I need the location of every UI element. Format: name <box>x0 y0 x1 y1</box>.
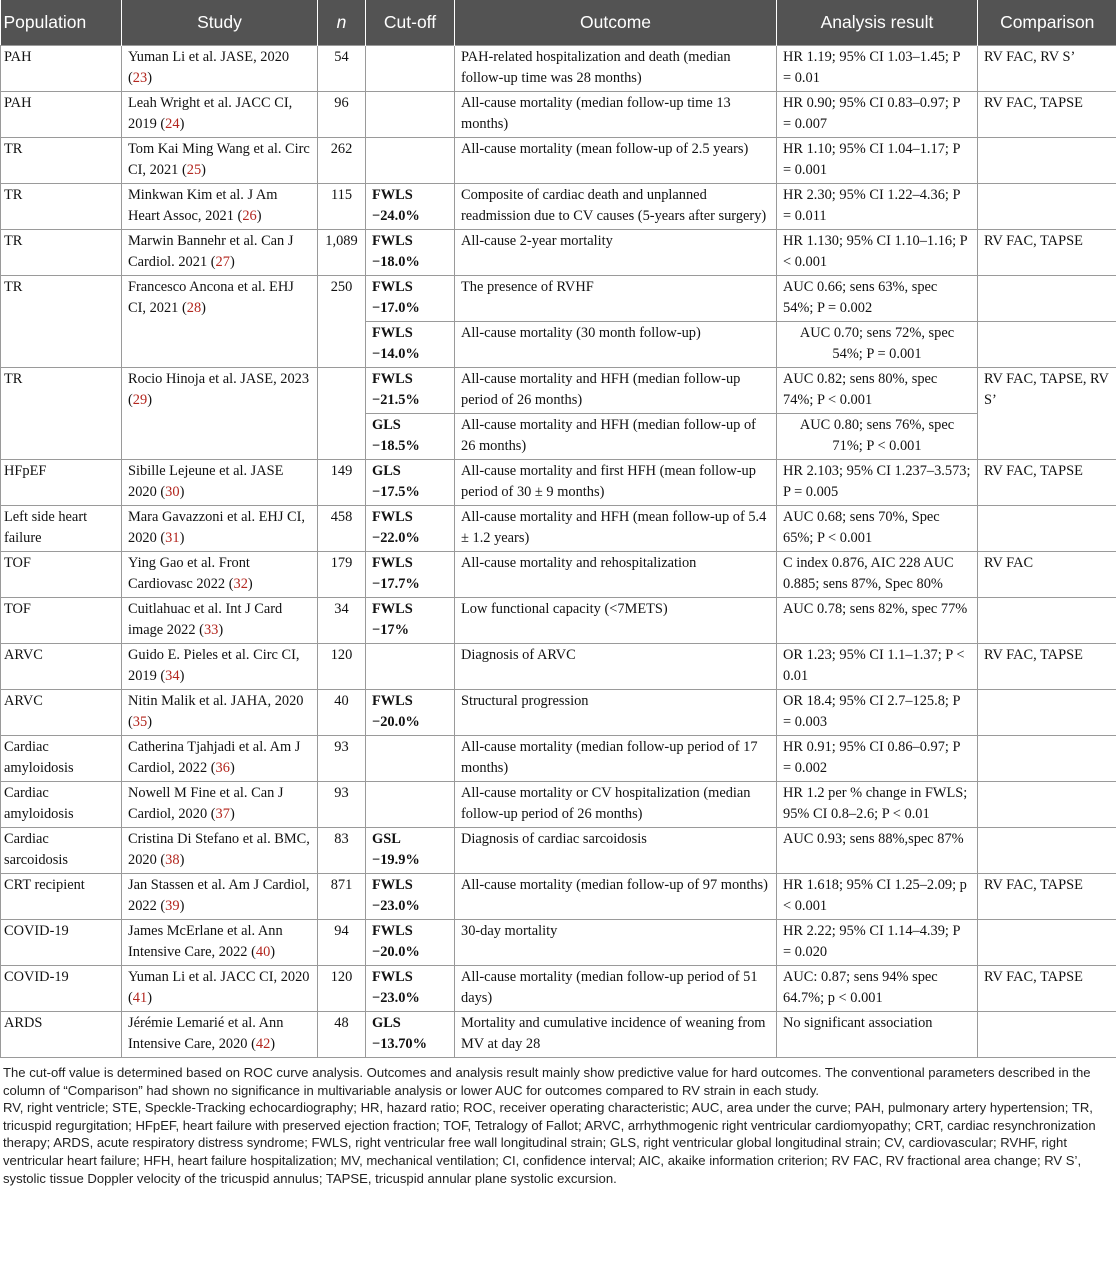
study-cell: Nitin Malik et al. JAHA, 2020 (35) <box>122 690 318 736</box>
outcome-cell: All-cause mortality and HFH (median follow-up period of 26 months) <box>455 368 777 414</box>
result-cell: AUC 0.80; sens 76%, spec 71%; P < 0.001 <box>777 414 978 460</box>
header-n: n <box>318 0 366 46</box>
population-cell: Cardiac sarcoidosis <box>1 828 122 874</box>
outcome-cell: All-cause mortality (median follow-up time 13 months) <box>455 92 777 138</box>
reference-link[interactable]: 29 <box>132 392 148 408</box>
reference-link[interactable]: 39 <box>165 898 180 914</box>
outcome-cell: All-cause mortality (mean follow-up of 2.5 years) <box>455 138 777 184</box>
comparison-cell: RV FAC, TAPSE <box>978 874 1116 920</box>
outcome-cell: PAH-related hospitalization and death (median follow-up time was 28 months) <box>455 46 777 92</box>
population-cell: COVID-19 <box>1 966 122 1012</box>
table-row <box>1 276 1116 322</box>
study-text: Leah Wright et al. JACC CI, 2019 <box>128 95 293 132</box>
table-row <box>1 184 1116 230</box>
study-cell: Mara Gavazzoni et al. EHJ CI, 2020 (31) <box>122 506 318 552</box>
study-cell: Cuitlahuac et al. Int J Card image 2022 (33) <box>122 598 318 644</box>
comparison-cell: RV FAC, TAPSE, RV S’ <box>978 368 1116 460</box>
study-cell: Yuman Li et al. JACC CI, 2020 (41) <box>122 966 318 1012</box>
comparison-cell <box>978 184 1116 230</box>
table-row <box>1 552 1116 598</box>
footnote-abbreviations: RV, right ventricle; STE, Speckle-Tracking echocardiography; HR, hazard ratio; ROC, receiver operating characteristic; AUC, area under the curve; PAH, pulmonary artery hypertension; TR, tricuspid regurgitation; HFpEF, heart failure with preserved ejection fraction; TOF, Tetralogy of Fallot; ARVC, arrhythmogenic right ventricular cardiomyopathy; CRT, cardiac resynchronization therapy; ARDS, acute respiratory distress syndrome; FWLS, right ventricular free wall longitudinal strain; GLS, right ventricular global longitudinal strain; CV, cardiovascular; RVHF, right ventricular heart failure; HFH, heart failure hospitalization; MV, mechanical ventilation; CI, confidence interval; AIC, akaike information criterion; RV FAC, RV fractional area change; RV S’, systolic tissue Doppler velocity of the tricuspid annulus; TAPSE, tricuspid annular plane systolic excursion. <box>3 1100 1096 1186</box>
comparison-cell: RV FAC, TAPSE <box>978 230 1116 276</box>
table-row <box>1 920 1116 966</box>
reference-link[interactable]: 26 <box>242 208 257 224</box>
result-cell: AUC 0.78; sens 82%, spec 77% <box>777 598 978 644</box>
reference-link[interactable]: 30 <box>165 484 180 500</box>
header-cutoff: Cut-off <box>366 0 455 46</box>
n-cell: 96 <box>318 92 366 138</box>
result-cell: HR 2.30; 95% CI 1.22–4.36; P = 0.011 <box>777 184 978 230</box>
reference-link[interactable]: 23 <box>132 70 148 86</box>
outcome-cell: All-cause mortality (30 month follow-up) <box>455 322 777 368</box>
study-cell: Ying Gao et al. Front Cardiovasc 2022 (32) <box>122 552 318 598</box>
result-cell: HR 1.130; 95% CI 1.10–1.16; P < 0.001 <box>777 230 978 276</box>
result-cell: HR 0.90; 95% CI 0.83–0.97; P = 0.007 <box>777 92 978 138</box>
table-header <box>1 0 1116 46</box>
cutoff-cell: FWLS −17.0% <box>366 276 455 322</box>
study-text: Jan Stassen et al. Am J Cardiol, 2022 <box>128 877 310 914</box>
result-cell: No significant association <box>777 1012 978 1058</box>
result-cell: HR 1.10; 95% CI 1.04–1.17; P = 0.001 <box>777 138 978 184</box>
population-cell: ARVC <box>1 690 122 736</box>
study-text: Cristina Di Stefano et al. BMC, 2020 <box>128 831 310 868</box>
result-cell: AUC 0.70; sens 72%, spec 54%; P = 0.001 <box>777 322 978 368</box>
comparison-cell: RV FAC, TAPSE <box>978 966 1116 1012</box>
n-cell: 149 <box>318 460 366 506</box>
table-row <box>1 138 1116 184</box>
cutoff-cell <box>366 782 455 828</box>
outcome-cell: All-cause mortality (median follow-up of 97 months) <box>455 874 777 920</box>
study-cell: Marwin Bannehr et al. Can J Cardiol. 2021 (27) <box>122 230 318 276</box>
study-cell: Guido E. Pieles et al. Circ CI, 2019 (34) <box>122 644 318 690</box>
outcome-cell: 30-day mortality <box>455 920 777 966</box>
header-comparison: Comparison <box>978 0 1116 46</box>
reference-link[interactable]: 24 <box>165 116 180 132</box>
table-row <box>1 736 1116 782</box>
cutoff-cell <box>366 644 455 690</box>
comparison-cell: RV FAC, TAPSE <box>978 92 1116 138</box>
study-cell: Yuman Li et al. JASE, 2020 (23) <box>122 46 318 92</box>
n-cell: 115 <box>318 184 366 230</box>
population-cell: TR <box>1 184 122 230</box>
study-text: Sibille Lejeune et al. JASE 2020 <box>128 463 284 500</box>
study-cell: Catherina Tjahjadi et al. Am J Cardiol, 2022 (36) <box>122 736 318 782</box>
reference-link[interactable]: 28 <box>186 300 202 316</box>
comparison-cell <box>978 828 1116 874</box>
footnote-note: The cut-off value is determined based on ROC curve analysis. Outcomes and analysis result mainly show predictive value for hard outcomes. The conventional parameters described in the column of “Comparison” had shown no significance in multivariable analysis or lower AUC for outcomes compared to RV strain in each study. <box>3 1065 1091 1098</box>
population-cell: Cardiac amyloidosis <box>1 782 122 828</box>
header-population: Population <box>1 0 122 46</box>
study-cell: Tom Kai Ming Wang et al. Circ CI, 2021 (25) <box>122 138 318 184</box>
n-cell: 871 <box>318 874 366 920</box>
cutoff-cell: FWLS −18.0% <box>366 230 455 276</box>
n-cell: 458 <box>318 506 366 552</box>
comparison-cell <box>978 322 1116 368</box>
cutoff-cell <box>366 736 455 782</box>
result-cell: C index 0.876, AIC 228 AUC 0.885; sens 87%, Spec 80% <box>777 552 978 598</box>
table-row <box>1 1012 1116 1058</box>
study-text: Yuman Li et al. JACC CI, 2020 <box>128 969 310 985</box>
result-cell: HR 1.19; 95% CI 1.03–1.45; P = 0.01 <box>777 46 978 92</box>
population-cell: TOF <box>1 552 122 598</box>
cutoff-cell <box>366 46 455 92</box>
n-cell: 83 <box>318 828 366 874</box>
outcome-cell: Diagnosis of cardiac sarcoidosis <box>455 828 777 874</box>
result-cell: AUC 0.66; sens 63%, spec 54%; P = 0.002 <box>777 276 978 322</box>
reference-link[interactable]: 36 <box>215 760 230 776</box>
comparison-cell <box>978 782 1116 828</box>
comparison-cell <box>978 920 1116 966</box>
study-text: Minkwan Kim et al. J Am Heart Assoc, 2021 <box>128 187 278 224</box>
study-cell: Sibille Lejeune et al. JASE 2020 (30) <box>122 460 318 506</box>
reference-link[interactable]: 32 <box>233 576 248 592</box>
study-cell: Jan Stassen et al. Am J Cardiol, 2022 (39) <box>122 874 318 920</box>
reference-link[interactable]: 41 <box>132 990 148 1006</box>
outcome-cell: All-cause mortality and HFH (median follow-up of 26 months) <box>455 414 777 460</box>
table-row <box>1 368 1116 414</box>
n-cell <box>318 368 366 460</box>
header-outcome: Outcome <box>455 0 777 46</box>
result-cell: HR 1.618; 95% CI 1.25–2.09; p < 0.001 <box>777 874 978 920</box>
header-study: Study <box>122 0 318 46</box>
n-cell: 250 <box>318 276 366 368</box>
population-cell: TR <box>1 138 122 184</box>
cutoff-cell: FWLS −14.0% <box>366 322 455 368</box>
cutoff-cell: FWLS −21.5% <box>366 368 455 414</box>
result-cell: AUC 0.93; sens 88%,spec 87% <box>777 828 978 874</box>
population-cell: COVID-19 <box>1 920 122 966</box>
comparison-cell: RV FAC, TAPSE <box>978 644 1116 690</box>
population-cell: Left side heart failure <box>1 506 122 552</box>
cutoff-cell: FWLS −20.0% <box>366 920 455 966</box>
comparison-cell <box>978 1012 1116 1058</box>
comparison-cell <box>978 598 1116 644</box>
table-row <box>1 46 1116 92</box>
comparison-cell: RV FAC, TAPSE <box>978 460 1116 506</box>
population-cell: ARDS <box>1 1012 122 1058</box>
outcome-cell: Mortality and cumulative incidence of weaning from MV at day 28 <box>455 1012 777 1058</box>
n-cell: 93 <box>318 736 366 782</box>
study-text: James McErlane et al. Ann Intensive Care, 2022 <box>128 923 283 960</box>
outcome-cell: All-cause mortality and rehospitalization <box>455 552 777 598</box>
cutoff-cell: GLS −18.5% <box>366 414 455 460</box>
table-row <box>1 644 1116 690</box>
study-text: Catherina Tjahjadi et al. Am J Cardiol, 2022 <box>128 739 301 776</box>
cutoff-cell: FWLS −24.0% <box>366 184 455 230</box>
cutoff-cell <box>366 92 455 138</box>
reference-link[interactable]: 25 <box>186 162 202 178</box>
study-text: Rocio Hinoja et al. JASE, 2023 <box>128 371 310 387</box>
n-cell: 54 <box>318 46 366 92</box>
outcome-cell: All-cause mortality or CV hospitalization (median follow-up period of 26 months) <box>455 782 777 828</box>
outcome-cell: Diagnosis of ARVC <box>455 644 777 690</box>
table-footnotes <box>0 1058 1116 1187</box>
table-row <box>1 460 1116 506</box>
population-cell: HFpEF <box>1 460 122 506</box>
study-text: Nitin Malik et al. JAHA, 2020 <box>128 693 304 709</box>
reference-link[interactable]: 31 <box>165 530 180 546</box>
outcome-cell: Structural progression <box>455 690 777 736</box>
result-cell: HR 2.22; 95% CI 1.14–4.39; P = 0.020 <box>777 920 978 966</box>
cutoff-cell: FWLS −23.0% <box>366 874 455 920</box>
study-cell: Minkwan Kim et al. J Am Heart Assoc, 2021 (26) <box>122 184 318 230</box>
outcome-cell: All-cause mortality and HFH (mean follow-up of 5.4 ± 1.2 years) <box>455 506 777 552</box>
cutoff-cell: GLS −13.70% <box>366 1012 455 1058</box>
outcome-cell: The presence of RVHF <box>455 276 777 322</box>
reference-link[interactable]: 40 <box>255 944 271 960</box>
outcome-cell: Low functional capacity (<7METS) <box>455 598 777 644</box>
outcome-cell: All-cause mortality (median follow-up period of 51 days) <box>455 966 777 1012</box>
study-cell: James McErlane et al. Ann Intensive Care, 2022 (40) <box>122 920 318 966</box>
n-cell: 179 <box>318 552 366 598</box>
n-cell: 48 <box>318 1012 366 1058</box>
cutoff-cell: GLS −17.5% <box>366 460 455 506</box>
table-row <box>1 598 1116 644</box>
cutoff-cell: GSL −19.9% <box>366 828 455 874</box>
population-cell: TR <box>1 276 122 368</box>
table-row <box>1 782 1116 828</box>
study-text: Nowell M Fine et al. Can J Cardiol, 2020 <box>128 785 284 822</box>
reference-link[interactable]: 34 <box>165 668 180 684</box>
study-cell: Francesco Ancona et al. EHJ CI, 2021 (28) <box>122 276 318 368</box>
comparison-cell <box>978 276 1116 322</box>
study-text: Mara Gavazzoni et al. EHJ CI, 2020 <box>128 509 306 546</box>
cutoff-cell: FWLS −22.0% <box>366 506 455 552</box>
header-row <box>1 0 1116 46</box>
study-text: Yuman Li et al. JASE, 2020 <box>128 49 290 65</box>
study-text: Tom Kai Ming Wang et al. Circ CI, 2021 <box>128 141 310 178</box>
population-cell: ARVC <box>1 644 122 690</box>
outcome-cell: All-cause 2-year mortality <box>455 230 777 276</box>
result-cell: AUC: 0.87; sens 94% spec 64.7%; p < 0.001 <box>777 966 978 1012</box>
table-row <box>1 874 1116 920</box>
reference-link[interactable]: 35 <box>132 714 148 730</box>
n-cell: 1,089 <box>318 230 366 276</box>
n-cell: 120 <box>318 644 366 690</box>
comparison-cell <box>978 506 1116 552</box>
outcome-cell: Composite of cardiac death and unplanned readmission due to CV causes (5-years after surgery) <box>455 184 777 230</box>
result-cell: AUC 0.68; sens 70%, Spec 65%; P < 0.001 <box>777 506 978 552</box>
result-cell: OR 1.23; 95% CI 1.1–1.37; P < 0.01 <box>777 644 978 690</box>
result-cell: HR 0.91; 95% CI 0.86–0.97; P = 0.002 <box>777 736 978 782</box>
result-cell: HR 1.2 per % change in FWLS; 95% CI 0.8–2.6; P < 0.01 <box>777 782 978 828</box>
n-cell: 34 <box>318 598 366 644</box>
result-cell: OR 18.4; 95% CI 2.7–125.8; P = 0.003 <box>777 690 978 736</box>
study-cell: Rocio Hinoja et al. JASE, 2023 (29) <box>122 368 318 460</box>
result-cell: HR 2.103; 95% CI 1.237–3.573; P = 0.005 <box>777 460 978 506</box>
n-cell: 40 <box>318 690 366 736</box>
table-row <box>1 92 1116 138</box>
population-cell: TR <box>1 368 122 460</box>
study-text: Guido E. Pieles et al. Circ CI, 2019 <box>128 647 300 684</box>
study-cell: Leah Wright et al. JACC CI, 2019 (24) <box>122 92 318 138</box>
reference-link[interactable]: 37 <box>215 806 230 822</box>
reference-link[interactable]: 38 <box>165 852 180 868</box>
reference-link[interactable]: 42 <box>255 1036 271 1052</box>
outcome-cell: All-cause mortality (median follow-up period of 17 months) <box>455 736 777 782</box>
table-body <box>1 46 1116 1058</box>
n-cell: 93 <box>318 782 366 828</box>
table-row <box>1 506 1116 552</box>
study-text: Francesco Ancona et al. EHJ CI, 2021 <box>128 279 294 316</box>
study-text: Ying Gao et al. Front Cardiovasc 2022 <box>128 555 250 592</box>
cutoff-cell <box>366 138 455 184</box>
n-cell: 94 <box>318 920 366 966</box>
comparison-cell <box>978 736 1116 782</box>
population-cell: Cardiac amyloidosis <box>1 736 122 782</box>
header-analysis-result: Analysis result <box>777 0 978 46</box>
result-cell: AUC 0.82; sens 80%, spec 74%; P < 0.001 <box>777 368 978 414</box>
population-cell: TOF <box>1 598 122 644</box>
comparison-cell: RV FAC <box>978 552 1116 598</box>
n-cell: 120 <box>318 966 366 1012</box>
cutoff-cell: FWLS −17% <box>366 598 455 644</box>
table-row <box>1 828 1116 874</box>
study-text: Jérémie Lemarié et al. Ann Intensive Care, 2020 <box>128 1015 284 1052</box>
outcome-cell: All-cause mortality and first HFH (mean follow-up period of 30 ± 9 months) <box>455 460 777 506</box>
table-row <box>1 966 1116 1012</box>
comparison-cell <box>978 138 1116 184</box>
n-cell: 262 <box>318 138 366 184</box>
reference-link[interactable]: 27 <box>215 254 230 270</box>
comparison-cell: RV FAC, RV S’ <box>978 46 1116 92</box>
cutoff-cell: FWLS −23.0% <box>366 966 455 1012</box>
comparison-cell <box>978 690 1116 736</box>
reference-link[interactable]: 33 <box>203 622 219 638</box>
table-row <box>1 230 1116 276</box>
study-text: Marwin Bannehr et al. Can J Cardiol. 2021 <box>128 233 294 270</box>
study-cell: Cristina Di Stefano et al. BMC, 2020 (38) <box>122 828 318 874</box>
cutoff-cell: FWLS −20.0% <box>366 690 455 736</box>
population-cell: PAH <box>1 46 122 92</box>
study-text: Cuitlahuac et al. Int J Card image 2022 <box>128 601 283 638</box>
population-cell: CRT recipient <box>1 874 122 920</box>
population-cell: PAH <box>1 92 122 138</box>
table-row <box>1 690 1116 736</box>
study-cell: Jérémie Lemarié et al. Ann Intensive Care, 2020 (42) <box>122 1012 318 1058</box>
study-cell: Nowell M Fine et al. Can J Cardiol, 2020 (37) <box>122 782 318 828</box>
cutoff-cell: FWLS −17.7% <box>366 552 455 598</box>
population-cell: TR <box>1 230 122 276</box>
